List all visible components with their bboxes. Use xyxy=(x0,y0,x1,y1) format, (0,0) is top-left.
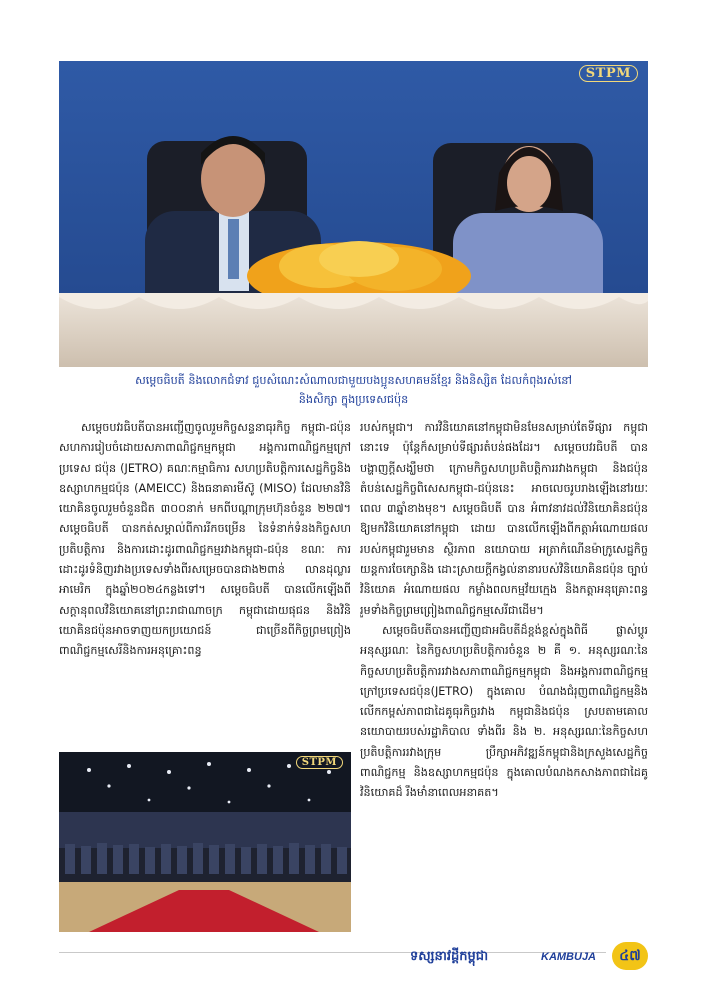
stpm-logo-small: STPM xyxy=(296,756,343,769)
conference-hall-photo xyxy=(59,752,351,932)
article-paragraph: សម្តេចបវរធិបតីបានអញ្ជើញចូលរួមកិច្ចសន្ទនាធុរកិច្ច កម្ពុជា-ជប៉ុន សហការរៀបចំដោយសភាពាណិជ្ជកម្មកម្ពុជា អង្គការពាណិជ្ជកម្មក្រៅប្រទេស ជប៉ុន (JETRO) គណៈកម្មាធិការ សហប្រតិបត្តិការសេដ្ឋកិច្ចនិងឧស្សាហកម្មជប៉ុន (AMEICC) និងធនាគារមីស៊ូ (MISO) ដែលមានវិនិយោគិនចូលរួមចំនួនជិត ៣០០នាក់ មកពីបណ្តាក្រុមហ៊ុនចំនួន ២២៧។ សម្តេចធិបតី បានកត់សម្គាល់ពីការរីកចម្រើន នៃទំនាក់ទំនងកិច្ចសហប្រតិបត្តិការ និងការដោះដូរពាណិជ្ជកម្មរវាងកម្ពុជា-ជប៉ុន ខណៈ ការដោះដូរទំនិញរវាងប្រទេសទាំងពីរសម្រេចបានជាង២ពាន់ លានដុល្លារអាមេរិក ក្នុងឆ្នាំ២០២៤កន្លងទៅ។ សម្តេចធិបតី បានលើកឡើងពីសក្តានុពលវិនិយោគនៅព្រះរាជាណាចក្រ កម្ពុជាដោយផុជន និងវិនិយោគិនជប៉ុនអាចទាញយកប្រយោជន៍ ជាច្រើនពីកិច្ចព្រមព្រៀងពាណិជ្ជកម្មសេរីនិងការអនុគ្រោះពន្ធ xyxy=(59,421,351,658)
article-left-column xyxy=(59,418,351,750)
conference-hall-illustration xyxy=(59,752,351,932)
article-right-column xyxy=(360,418,648,938)
magazine-brand: KAMBUJA xyxy=(541,951,596,963)
article-paragraph: សម្តេចធិបតីបានអញ្ជើញជាអធិបតីដ៏ខ្ពង់ខ្ពស់ក្នុងពិធី ផ្លាស់ប្តូរអនុស្សរណៈ នៃកិច្ចសហប្រតិបត្តិការចំនួន ២ គឺ ១. អនុស្សរណៈនៃកិច្ចសហប្រតិបត្តិការរវាងសភាពាណិជ្ជកម្មកម្ពុជា និងអង្គការពាណិជ្ជកម្មក្រៅប្រទេសជប៉ុន(JETRO) ក្នុងគោល បំណងជំរុញពាណិជ្ជកម្មនិងលើកកម្ពស់ភាពជាដៃគូធុរកិច្ចរវាង កម្ពុជានិងជប៉ុន ស្របតាមគោលនយោបាយរបស់រដ្ឋាភិបាល ទាំងពីរ និង ២. អនុស្សរណៈនៃកិច្ចសហប្រតិបត្តិការរវាងក្រុម ប្រឹក្សាអភិវឌ្ឍន៍កម្ពុជានិងក្រសួងសេដ្ឋកិច្ច ពាណិជ្ជកម្ម និងឧស្សាហកម្មជប៉ុន ក្នុងគោលបំណងកសាងភាពជាដៃគូវិនិយោគដ៏ រឹងមាំនាពេលអនាគត។ xyxy=(360,623,648,800)
hero-photo-illustration xyxy=(59,61,648,367)
footer-divider xyxy=(59,952,606,953)
magazine-title: ទស្សនាវដ្តីកម្ពុជា xyxy=(410,949,489,964)
photo-caption xyxy=(59,371,648,409)
caption-line-2: និងសិក្សា ក្នុងប្រទេសជប៉ុន xyxy=(298,393,409,406)
hero-photo xyxy=(59,61,648,367)
caption-line-1: សម្តេចធិបតី និងលោកជំទាវ ជួបសំណេះសំណាលជាមួយបងប្អូនសហគមន៍ខ្មែរ និងនិស្សិត ដែលកំពុងរស់នៅ xyxy=(135,374,572,387)
stpm-logo: STPM xyxy=(579,65,638,82)
page-number-badge: ៤៧ xyxy=(612,942,648,970)
article-paragraph-continued: របស់កម្ពុជា។ ការវិនិយោគនៅកម្ពុជាមិនមែនសម្រាប់តែទីផ្សារ កម្ពុជានោះទេ ប៉ុន្តែក៏សម្រាប់ទីផ្សារតំបន់ផងដែរ។ សម្តេចបវរធិបតី បានបង្ហាញក្តីសង្ឃឹមថា ក្រោមកិច្ចសហប្រតិបត្តិការរវាងកម្ពុជា និងជប៉ុន តំបន់សេដ្ឋកិច្ចពិសេសកម្ពុជា-ជប៉ុននេះ អាចលេចរូបរាងឡើងនៅរយៈពេល ៣ឆ្នាំខាងមុខ។ សម្តេចធិបតី បាន អំពាវនាវដល់វិនិយោគិនជប៉ុនឱ្យមកវិនិយោគនៅកម្ពុជា ដោយ បានលើកឡើងពីកត្តាអំណោយផលរបស់កម្ពុជារួមមាន ស្ថិរភាព នយោបាយ អត្រាកំណើនម៉ាក្រូសេដ្ឋកិច្ច យន្តការចែក្សោនិង ដោះស្រាយក្តីកង្វល់នានារបស់វិនិយោគិនជប៉ុន ច្បាប់វិនិយោគ អំណោយផល កម្លាំងពលកម្មវ័យក្មេង និងកត្តាអនុគ្រោះពន្ធ រួមទាំងកិច្ចព្រមព្រៀងពាណិជ្ជកម្មសេរីជាដើម។ xyxy=(360,421,648,617)
